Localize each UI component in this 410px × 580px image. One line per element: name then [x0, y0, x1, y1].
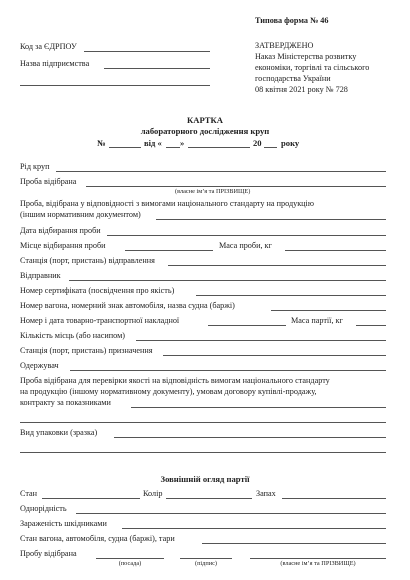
standard-field[interactable]: [156, 219, 386, 220]
packaging-field[interactable]: [114, 437, 386, 438]
order-line: економіки, торгівлі та сільського: [255, 63, 370, 72]
waybill-field[interactable]: [208, 325, 286, 326]
places-count-field[interactable]: [136, 340, 386, 341]
station-from-label: Станція (порт, пристань) відправлення: [20, 256, 155, 265]
quality-check-label: Проба відібрана для перевірки якості на відповідність вимогам національного стандарту: [20, 376, 330, 385]
signature-hint: (підпис): [194, 560, 218, 567]
color-field[interactable]: [166, 498, 252, 499]
batch-mass-field[interactable]: [356, 325, 386, 326]
uniformity-label: Однорідність: [20, 504, 67, 513]
pests-field[interactable]: [122, 528, 386, 529]
inspection-title: Зовнішній огляд партії: [160, 474, 250, 484]
document-month-field[interactable]: [188, 147, 250, 148]
document-year-field[interactable]: [264, 147, 277, 148]
state-label: Стан: [20, 489, 38, 498]
packaging-field-line2[interactable]: [20, 452, 386, 453]
sample-date-field[interactable]: [107, 235, 386, 236]
edrpou-field[interactable]: [84, 51, 210, 52]
receiver-label: Одержувач: [20, 361, 59, 370]
grain-type-label: Рід круп: [20, 162, 50, 171]
grain-type-field[interactable]: [56, 171, 386, 172]
station-to-label: Станція (порт, пристань) призначення: [20, 346, 153, 355]
form-number: Типова форма № 46: [255, 16, 329, 25]
standard-label-line2: (іншим нормативним документом): [20, 210, 141, 219]
certificate-field[interactable]: [196, 295, 386, 296]
transport-state-field[interactable]: [202, 543, 386, 544]
company-name-field[interactable]: [104, 68, 210, 69]
sample-mass-field[interactable]: [285, 250, 386, 251]
position-hint: (посада): [118, 560, 142, 567]
document-title: КАРТКА: [187, 115, 223, 125]
year-prefix: 20: [253, 138, 262, 148]
sample-date-label: Дата відбирання проби: [20, 226, 101, 235]
state-field[interactable]: [42, 498, 140, 499]
sample-mass-label: Маса проби, кг: [219, 241, 272, 250]
places-count-label: Кількість місць (або насипом): [20, 331, 125, 340]
company-name-field-line2[interactable]: [20, 85, 210, 86]
wagon-number-label: Номер вагона, номерний знак автомобіля, назва судна (баржі): [20, 301, 235, 310]
packaging-label: Вид упаковки (зразка): [20, 428, 98, 437]
approved-label: ЗАТВЕРДЖЕНО: [255, 41, 314, 50]
sender-field[interactable]: [69, 280, 386, 281]
order-line: 08 квітня 2021 року № 728: [255, 85, 348, 94]
waybill-label: Номер і дата товарно-транспортної накладної: [20, 316, 180, 325]
name-hint-bottom: (власне ім’я та ПРІЗВИЩЕ): [280, 560, 356, 567]
receiver-field[interactable]: [70, 370, 386, 371]
order-line: господарства України: [255, 74, 331, 83]
pests-label: Зараженість шкідниками: [20, 519, 107, 528]
sample-place-field[interactable]: [125, 250, 213, 251]
year-word: року: [281, 138, 300, 148]
quality-check-label-line2: на продукцію (іншому нормативному документу), умовам договору купівлі-продажу,: [20, 387, 317, 396]
quality-check-label-line3: контракту за показниками: [20, 398, 111, 407]
quality-indicators-field-line2[interactable]: [20, 422, 386, 423]
quality-indicators-field[interactable]: [131, 407, 386, 408]
sampled-by-label: Проба відібрана: [20, 177, 77, 186]
smell-field[interactable]: [282, 498, 386, 499]
document-subtitle: лабораторного дослідження круп: [140, 126, 270, 136]
station-from-field[interactable]: [168, 265, 386, 266]
signed-by-label: Пробу відібрана: [20, 549, 77, 558]
name-hint: (власне ім’я та ПРІЗВИЩЕ): [175, 188, 251, 195]
transport-state-label: Стан вагона, автомобіля, судна (баржі), тари: [20, 534, 175, 543]
date-from-label: від «: [144, 138, 162, 148]
smell-label: Запах: [256, 489, 276, 498]
sampled-by-field[interactable]: [86, 186, 386, 187]
wagon-number-field[interactable]: [271, 310, 386, 311]
sender-label: Відправник: [20, 271, 61, 280]
uniformity-field[interactable]: [76, 513, 386, 514]
date-close-quote: »: [180, 138, 185, 148]
signer-signature-field[interactable]: [180, 558, 232, 559]
document-day-field[interactable]: [166, 147, 180, 148]
number-sign: №: [97, 138, 106, 148]
signer-position-field[interactable]: [96, 558, 164, 559]
batch-mass-label: Маса партії, кг: [291, 316, 343, 325]
document-number-field[interactable]: [109, 147, 141, 148]
certificate-label: Номер сертифіката (посвідчення про якість): [20, 286, 175, 295]
station-to-field[interactable]: [163, 355, 386, 356]
sample-place-label: Місце відбирання проби: [20, 241, 106, 250]
edrpou-label: Код за ЄДРПОУ: [20, 42, 77, 51]
signer-name-field[interactable]: [250, 558, 386, 559]
order-line: Наказ Міністерства розвитку: [255, 52, 357, 61]
standard-label: Проба, відібрана у відповідності з вимогами національного стандарту на продукцію: [20, 199, 314, 208]
company-name-label: Назва підприємства: [20, 59, 90, 68]
color-label: Колір: [143, 489, 163, 498]
